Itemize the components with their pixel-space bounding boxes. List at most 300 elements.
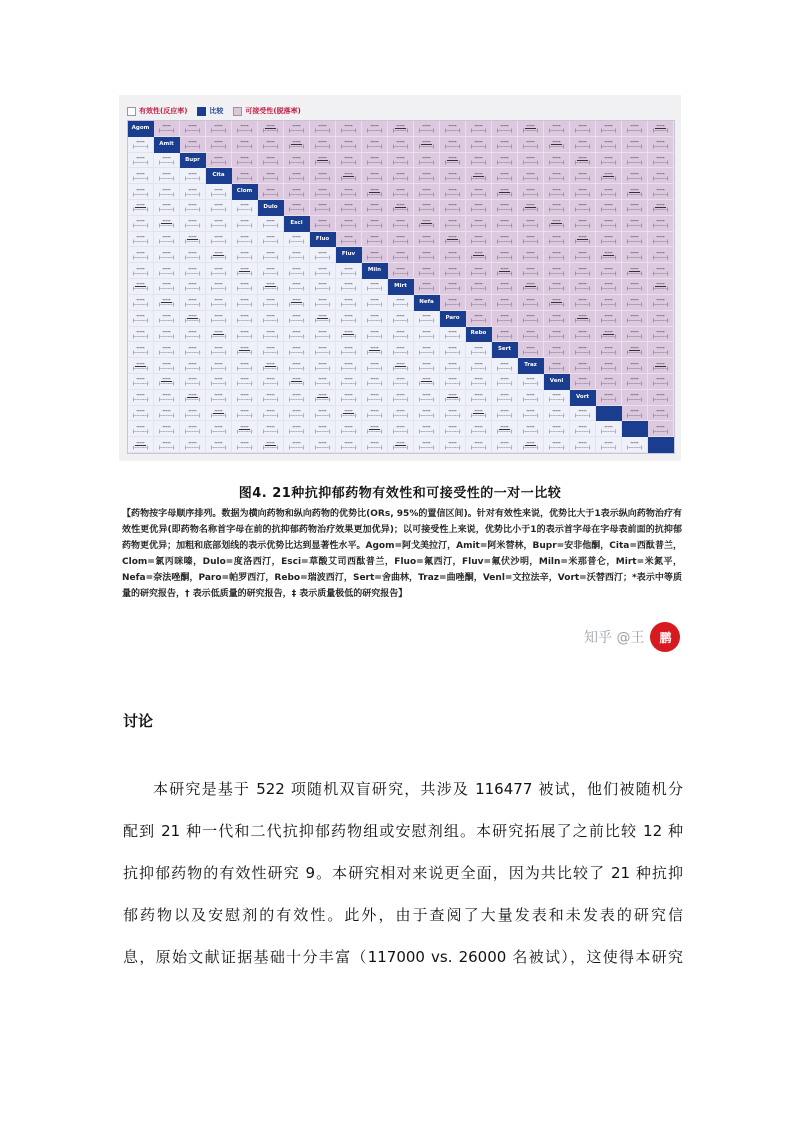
matrix-cell (362, 247, 388, 263)
cell-ratio-texture: ‒‒‒ (654, 328, 667, 334)
cell-ci-texture: (‒‒‒‒‒) (366, 144, 383, 150)
cell-ci-texture: (‒‒‒‒‒) (184, 318, 201, 324)
cell-ci-texture: (‒‒‒‒‒) (652, 175, 669, 181)
cell-ratio-texture: ‒‒‒ (498, 186, 511, 192)
cell-ratio-texture: ‒‒‒ (628, 186, 641, 192)
cell-ci-texture: (‒‒‒‒‒) (184, 349, 201, 355)
cell-ci-texture: (‒‒‒‒‒) (418, 207, 435, 213)
cell-ratio-texture: ‒‒‒ (212, 344, 225, 350)
cell-ci-texture: (‒‒‒‒‒) (262, 175, 279, 181)
cell-ratio-texture: ‒‒‒ (628, 139, 641, 145)
matrix-cell (622, 137, 648, 153)
cell-ci-texture: (‒‒‒‒‒) (236, 160, 253, 166)
cell-ci-texture: (‒‒‒‒‒) (132, 302, 149, 308)
matrix-cell (336, 327, 362, 343)
comparison-matrix (127, 120, 675, 454)
matrix-cell (492, 406, 518, 422)
matrix-cell (128, 137, 154, 153)
matrix-cell (544, 200, 570, 216)
cell-ratio-texture: ‒‒‒ (628, 360, 641, 366)
cell-ci-texture: (‒‒‒‒‒) (574, 270, 591, 276)
matrix-cell (414, 327, 440, 343)
cell-ratio-texture: ‒‒‒ (186, 439, 199, 445)
cell-ci-texture: (‒‒‒‒‒) (574, 302, 591, 308)
matrix-cell (596, 358, 622, 374)
matrix-cell (362, 374, 388, 390)
matrix-cell (414, 406, 440, 422)
cell-ratio-texture: ‒‒‒ (212, 360, 225, 366)
cell-ratio-texture: ‒‒‒ (498, 407, 511, 413)
cell-ratio-texture: ‒‒‒ (550, 249, 563, 255)
matrix-cell (648, 327, 674, 343)
cell-ci-texture: (‒‒‒‒‒) (262, 223, 279, 229)
cell-ratio-texture: ‒‒‒ (602, 423, 615, 429)
cell-ci-texture: (‒‒‒‒‒) (444, 428, 461, 434)
matrix-cell (518, 184, 544, 200)
cell-ratio-texture: ‒‒‒ (342, 407, 355, 413)
cell-ci-texture: (‒‒‒‒‒) (522, 239, 539, 245)
cell-ci-texture: (‒‒‒‒‒) (314, 270, 331, 276)
matrix-cell (232, 153, 258, 169)
matrix-cell (648, 121, 674, 137)
cell-ratio-texture: ‒‒‒ (602, 186, 615, 192)
matrix-cell (154, 390, 180, 406)
cell-ratio-texture: ‒‒‒ (186, 281, 199, 287)
cell-ci-texture: (‒‒‒‒‒) (158, 397, 175, 403)
cell-ci-texture: (‒‒‒‒‒) (574, 412, 591, 418)
cell-ci-texture: (‒‒‒‒‒) (340, 444, 357, 450)
matrix-cell (310, 279, 336, 295)
cell-ci-texture: (‒‒‒‒‒) (522, 412, 539, 418)
cell-ci-texture: (‒‒‒‒‒) (210, 365, 227, 371)
matrix-cell (180, 263, 206, 279)
matrix-diagonal-cell (648, 437, 674, 453)
cell-ratio-texture: ‒‒‒ (472, 155, 485, 161)
cell-ratio-texture: ‒‒‒ (290, 265, 303, 271)
cell-ratio-texture: ‒‒‒ (394, 202, 407, 208)
cell-ci-texture: (‒‒‒‒‒) (652, 349, 669, 355)
cell-ci-texture: (‒‒‒‒‒) (392, 223, 409, 229)
cell-ratio-texture: ‒‒‒ (394, 344, 407, 350)
cell-ci-texture: (‒‒‒‒‒) (210, 428, 227, 434)
cell-ci-texture: (‒‒‒‒‒) (652, 207, 669, 213)
cell-ci-texture: (‒‒‒‒‒) (236, 207, 253, 213)
matrix-cell (180, 421, 206, 437)
matrix-cell (622, 311, 648, 327)
cell-ratio-texture: ‒‒‒ (186, 376, 199, 382)
cell-ratio-texture: ‒‒‒ (628, 155, 641, 161)
matrix-cell (284, 295, 310, 311)
matrix-cell (362, 200, 388, 216)
cell-ratio-texture: ‒‒‒ (342, 297, 355, 303)
cell-ci-texture: (‒‒‒‒‒) (392, 128, 409, 134)
legend-item-acceptability (233, 106, 300, 116)
matrix-cell (206, 437, 232, 453)
cell-ci-texture: (‒‒‒‒‒) (314, 207, 331, 213)
cell-ratio-texture: ‒‒‒ (498, 234, 511, 240)
matrix-cell (492, 121, 518, 137)
cell-ratio-texture: ‒‒‒ (368, 423, 381, 429)
matrix-cell (284, 358, 310, 374)
cell-ci-texture: (‒‒‒‒‒) (210, 144, 227, 150)
matrix-cell (622, 279, 648, 295)
cell-ratio-texture: ‒‒‒ (602, 155, 615, 161)
cell-ratio-texture: ‒‒‒ (290, 328, 303, 334)
cell-ci-texture: (‒‒‒‒‒) (392, 302, 409, 308)
cell-ci-texture: (‒‒‒‒‒) (600, 318, 617, 324)
cell-ratio-texture: ‒‒‒ (368, 344, 381, 350)
matrix-cell (596, 390, 622, 406)
cell-ci-texture: (‒‒‒‒‒) (366, 254, 383, 260)
cell-ci-texture: (‒‒‒‒‒) (184, 365, 201, 371)
matrix-cell (414, 200, 440, 216)
cell-ratio-texture: ‒‒‒ (550, 186, 563, 192)
cell-ci-texture: (‒‒‒‒‒) (600, 444, 617, 450)
cell-ci-texture: (‒‒‒‒‒) (522, 254, 539, 260)
cell-ci-texture: (‒‒‒‒‒) (210, 444, 227, 450)
matrix-cell (154, 121, 180, 137)
matrix-cell (544, 121, 570, 137)
cell-ratio-texture: ‒‒‒ (446, 139, 459, 145)
matrix-cell (362, 437, 388, 453)
legend-label-acceptability: 可接受性(脱落率) (245, 107, 301, 115)
matrix-cell (544, 263, 570, 279)
cell-ci-texture: (‒‒‒‒‒) (548, 428, 565, 434)
matrix-cell (648, 358, 674, 374)
cell-ratio-texture: ‒‒‒ (576, 376, 589, 382)
cell-ci-texture: (‒‒‒‒‒) (600, 223, 617, 229)
matrix-cell (492, 137, 518, 153)
matrix-cell (362, 216, 388, 232)
cell-ci-texture: (‒‒‒‒‒) (314, 144, 331, 150)
cell-ratio-texture: ‒‒‒ (186, 297, 199, 303)
cell-ratio-texture: ‒‒‒ (628, 392, 641, 398)
matrix-cell (362, 137, 388, 153)
cell-ci-texture: (‒‒‒‒‒) (184, 191, 201, 197)
cell-ratio-texture: ‒‒‒ (472, 376, 485, 382)
cell-ratio-texture: ‒‒‒ (420, 249, 433, 255)
cell-ratio-texture: ‒‒‒ (498, 170, 511, 176)
cell-ci-texture: (‒‒‒‒‒) (444, 160, 461, 166)
matrix-cell (440, 184, 466, 200)
cell-ratio-texture: ‒‒‒ (368, 218, 381, 224)
cell-ci-texture: (‒‒‒‒‒) (392, 349, 409, 355)
matrix-cell (128, 390, 154, 406)
cell-ci-texture: (‒‒‒‒‒) (314, 333, 331, 339)
cell-ratio-texture: ‒‒‒ (238, 249, 251, 255)
cell-ratio-texture: ‒‒‒ (394, 407, 407, 413)
cell-ci-texture: (‒‒‒‒‒) (288, 428, 305, 434)
cell-ci-texture: (‒‒‒‒‒) (366, 381, 383, 387)
cell-ratio-texture: ‒‒‒ (550, 155, 563, 161)
matrix-cell (206, 200, 232, 216)
cell-ci-texture: (‒‒‒‒‒) (314, 381, 331, 387)
cell-ratio-texture: ‒‒‒ (472, 123, 485, 129)
cell-ci-texture: (‒‒‒‒‒) (470, 412, 487, 418)
cell-ratio-texture: ‒‒‒ (472, 423, 485, 429)
cell-ci-texture: (‒‒‒‒‒) (366, 239, 383, 245)
matrix-cell (544, 184, 570, 200)
cell-ratio-texture: ‒‒‒ (238, 439, 251, 445)
cell-ci-texture: (‒‒‒‒‒) (626, 270, 643, 276)
matrix-cell (622, 247, 648, 263)
matrix-cell (336, 121, 362, 137)
matrix-cell (258, 279, 284, 295)
matrix-cell (440, 121, 466, 137)
matrix-cell (440, 358, 466, 374)
cell-ratio-texture: ‒‒‒ (264, 328, 277, 334)
cell-ratio-texture: ‒‒‒ (368, 123, 381, 129)
cell-ci-texture: (‒‒‒‒‒) (314, 365, 331, 371)
matrix-cell (180, 232, 206, 248)
cell-ratio-texture: ‒‒‒ (446, 249, 459, 255)
cell-ratio-texture: ‒‒‒ (576, 328, 589, 334)
cell-ratio-texture: ‒‒‒ (628, 170, 641, 176)
cell-ci-texture: (‒‒‒‒‒) (236, 412, 253, 418)
cell-ratio-texture: ‒‒‒ (342, 218, 355, 224)
cell-ratio-texture: ‒‒‒ (264, 376, 277, 382)
matrix-cell (128, 247, 154, 263)
cell-ratio-texture: ‒‒‒ (238, 423, 251, 429)
cell-ratio-texture: ‒‒‒ (160, 376, 173, 382)
cell-ci-texture: (‒‒‒‒‒) (574, 191, 591, 197)
cell-ci-texture: (‒‒‒‒‒) (392, 254, 409, 260)
cell-ratio-texture: ‒‒‒ (420, 234, 433, 240)
cell-ci-texture: (‒‒‒‒‒) (652, 270, 669, 276)
matrix-cell (414, 374, 440, 390)
cell-ci-texture: (‒‒‒‒‒) (314, 302, 331, 308)
cell-ci-texture: (‒‒‒‒‒) (418, 286, 435, 292)
cell-ci-texture: (‒‒‒‒‒) (314, 318, 331, 324)
cell-ratio-texture: ‒‒‒ (134, 218, 147, 224)
cell-ratio-texture: ‒‒‒ (498, 439, 511, 445)
cell-ci-texture: (‒‒‒‒‒) (418, 318, 435, 324)
matrix-cell (596, 342, 622, 358)
cell-ratio-texture: ‒‒‒ (186, 234, 199, 240)
cell-ratio-texture: ‒‒‒ (498, 123, 511, 129)
cell-ci-texture: (‒‒‒‒‒) (522, 223, 539, 229)
cell-ci-texture: (‒‒‒‒‒) (132, 365, 149, 371)
cell-ci-texture: (‒‒‒‒‒) (522, 397, 539, 403)
cell-ratio-texture: ‒‒‒ (134, 186, 147, 192)
cell-ci-texture: (‒‒‒‒‒) (548, 349, 565, 355)
cell-ratio-texture: ‒‒‒ (316, 360, 329, 366)
matrix-diagonal-cell: Dulo (258, 200, 284, 216)
cell-ci-texture: (‒‒‒‒‒) (626, 444, 643, 450)
matrix-cell (570, 216, 596, 232)
cell-ci-texture: (‒‒‒‒‒) (548, 270, 565, 276)
cell-ci-texture: (‒‒‒‒‒) (444, 270, 461, 276)
matrix-cell (284, 311, 310, 327)
cell-ratio-texture: ‒‒‒ (420, 155, 433, 161)
cell-ratio-texture: ‒‒‒ (550, 281, 563, 287)
cell-ratio-texture: ‒‒‒ (602, 313, 615, 319)
matrix-cell (154, 184, 180, 200)
cell-ci-texture: (‒‒‒‒‒) (626, 349, 643, 355)
cell-ratio-texture: ‒‒‒ (524, 392, 537, 398)
cell-ci-texture: (‒‒‒‒‒) (470, 365, 487, 371)
matrix-cell (206, 295, 232, 311)
cell-ci-texture: (‒‒‒‒‒) (184, 412, 201, 418)
matrix-cell (180, 406, 206, 422)
cell-ci-texture: (‒‒‒‒‒) (236, 175, 253, 181)
matrix-cell (154, 374, 180, 390)
cell-ci-texture: (‒‒‒‒‒) (158, 412, 175, 418)
cell-ratio-texture: ‒‒‒ (134, 249, 147, 255)
cell-ci-texture: (‒‒‒‒‒) (236, 381, 253, 387)
cell-ratio-texture: ‒‒‒ (576, 139, 589, 145)
matrix-diagonal-cell: Fluo (310, 232, 336, 248)
matrix-cell (206, 327, 232, 343)
matrix-cell (570, 153, 596, 169)
cell-ratio-texture: ‒‒‒ (212, 139, 225, 145)
cell-ratio-texture: ‒‒‒ (368, 360, 381, 366)
cell-ci-texture: (‒‒‒‒‒) (496, 318, 513, 324)
cell-ratio-texture: ‒‒‒ (134, 297, 147, 303)
cell-ci-texture: (‒‒‒‒‒) (210, 302, 227, 308)
cell-ci-texture: (‒‒‒‒‒) (548, 175, 565, 181)
matrix-cell (544, 342, 570, 358)
cell-ratio-texture: ‒‒‒ (498, 423, 511, 429)
cell-ci-texture: (‒‒‒‒‒) (574, 160, 591, 166)
cell-ratio-texture: ‒‒‒ (498, 249, 511, 255)
cell-ratio-texture: ‒‒‒ (186, 392, 199, 398)
cell-ratio-texture: ‒‒‒ (368, 392, 381, 398)
cell-ci-texture: (‒‒‒‒‒) (366, 160, 383, 166)
cell-ratio-texture: ‒‒‒ (420, 439, 433, 445)
matrix-cell (180, 358, 206, 374)
matrix-cell (128, 153, 154, 169)
cell-ratio-texture: ‒‒‒ (212, 439, 225, 445)
cell-ci-texture: (‒‒‒‒‒) (626, 175, 643, 181)
matrix-cell (206, 374, 232, 390)
cell-ci-texture: (‒‒‒‒‒) (158, 365, 175, 371)
matrix-cell (336, 421, 362, 437)
cell-ratio-texture: ‒‒‒ (628, 234, 641, 240)
cell-ci-texture: (‒‒‒‒‒) (418, 191, 435, 197)
cell-ci-texture: (‒‒‒‒‒) (366, 286, 383, 292)
matrix-cell (518, 406, 544, 422)
cell-ci-texture: (‒‒‒‒‒) (522, 333, 539, 339)
cell-ci-texture: (‒‒‒‒‒) (392, 381, 409, 387)
cell-ratio-texture: ‒‒‒ (498, 328, 511, 334)
cell-ratio-texture: ‒‒‒ (342, 281, 355, 287)
matrix-cell (570, 327, 596, 343)
cell-ratio-texture: ‒‒‒ (316, 202, 329, 208)
matrix-cell (336, 216, 362, 232)
cell-ratio-texture: ‒‒‒ (264, 249, 277, 255)
matrix-cell (596, 232, 622, 248)
cell-ci-texture: (‒‒‒‒‒) (548, 286, 565, 292)
matrix-cell (648, 232, 674, 248)
matrix-cell (622, 184, 648, 200)
cell-ratio-texture: ‒‒‒ (602, 218, 615, 224)
matrix-cell (440, 390, 466, 406)
cell-ci-texture: (‒‒‒‒‒) (262, 270, 279, 276)
matrix-cell (440, 232, 466, 248)
cell-ci-texture: (‒‒‒‒‒) (652, 191, 669, 197)
matrix-cell (362, 153, 388, 169)
cell-ci-texture: (‒‒‒‒‒) (626, 239, 643, 245)
matrix-cell (310, 153, 336, 169)
cell-ratio-texture: ‒‒‒ (394, 360, 407, 366)
cell-ratio-texture: ‒‒‒ (368, 139, 381, 145)
matrix-cell (336, 342, 362, 358)
matrix-cell (232, 295, 258, 311)
cell-ratio-texture: ‒‒‒ (160, 439, 173, 445)
matrix-cell (336, 263, 362, 279)
matrix-cell (544, 247, 570, 263)
matrix-cell (414, 263, 440, 279)
matrix-cell (570, 406, 596, 422)
cell-ratio-texture: ‒‒‒ (342, 139, 355, 145)
cell-ci-texture: (‒‒‒‒‒) (548, 128, 565, 134)
cell-ci-texture: (‒‒‒‒‒) (600, 207, 617, 213)
cell-ci-texture: (‒‒‒‒‒) (132, 223, 149, 229)
cell-ratio-texture: ‒‒‒ (472, 218, 485, 224)
matrix-cell (492, 263, 518, 279)
cell-ratio-texture: ‒‒‒ (602, 439, 615, 445)
cell-ratio-texture: ‒‒‒ (264, 360, 277, 366)
matrix-cell (362, 327, 388, 343)
matrix-cell (440, 216, 466, 232)
cell-ci-texture: (‒‒‒‒‒) (262, 365, 279, 371)
matrix-cell (258, 358, 284, 374)
matrix-cell (648, 279, 674, 295)
cell-ratio-texture: ‒‒‒ (186, 186, 199, 192)
cell-ratio-texture: ‒‒‒ (238, 360, 251, 366)
cell-ratio-texture: ‒‒‒ (342, 313, 355, 319)
cell-ratio-texture: ‒‒‒ (498, 376, 511, 382)
matrix-cell (596, 184, 622, 200)
cell-ratio-texture: ‒‒‒ (134, 265, 147, 271)
cell-ratio-texture: ‒‒‒ (368, 376, 381, 382)
cell-ci-texture: (‒‒‒‒‒) (418, 365, 435, 371)
cell-ratio-texture: ‒‒‒ (472, 439, 485, 445)
cell-ratio-texture: ‒‒‒ (264, 439, 277, 445)
matrix-cell (284, 247, 310, 263)
matrix-cell (466, 263, 492, 279)
matrix-cell (544, 421, 570, 437)
cell-ci-texture: (‒‒‒‒‒) (262, 397, 279, 403)
matrix-cell (206, 137, 232, 153)
matrix-cell (570, 263, 596, 279)
cell-ratio-texture: ‒‒‒ (446, 218, 459, 224)
cell-ci-texture: (‒‒‒‒‒) (184, 254, 201, 260)
cell-ratio-texture: ‒‒‒ (394, 328, 407, 334)
matrix-cell (232, 374, 258, 390)
cell-ci-texture: (‒‒‒‒‒) (262, 160, 279, 166)
matrix-cell (414, 358, 440, 374)
cell-ci-texture: (‒‒‒‒‒) (470, 428, 487, 434)
cell-ratio-texture: ‒‒‒ (160, 392, 173, 398)
matrix-diagonal-cell: Agom (128, 121, 154, 137)
cell-ci-texture: (‒‒‒‒‒) (236, 444, 253, 450)
matrix-cell (362, 168, 388, 184)
matrix-cell (336, 437, 362, 453)
cell-ci-texture: (‒‒‒‒‒) (444, 365, 461, 371)
cell-ci-texture: (‒‒‒‒‒) (600, 144, 617, 150)
cell-ci-texture: (‒‒‒‒‒) (210, 254, 227, 260)
cell-ratio-texture: ‒‒‒ (550, 123, 563, 129)
matrix-cell (388, 406, 414, 422)
cell-ci-texture: (‒‒‒‒‒) (184, 302, 201, 308)
matrix-cell (362, 406, 388, 422)
matrix-cell (466, 232, 492, 248)
cell-ci-texture: (‒‒‒‒‒) (600, 175, 617, 181)
cell-ci-texture: (‒‒‒‒‒) (652, 286, 669, 292)
cell-ratio-texture: ‒‒‒ (160, 170, 173, 176)
